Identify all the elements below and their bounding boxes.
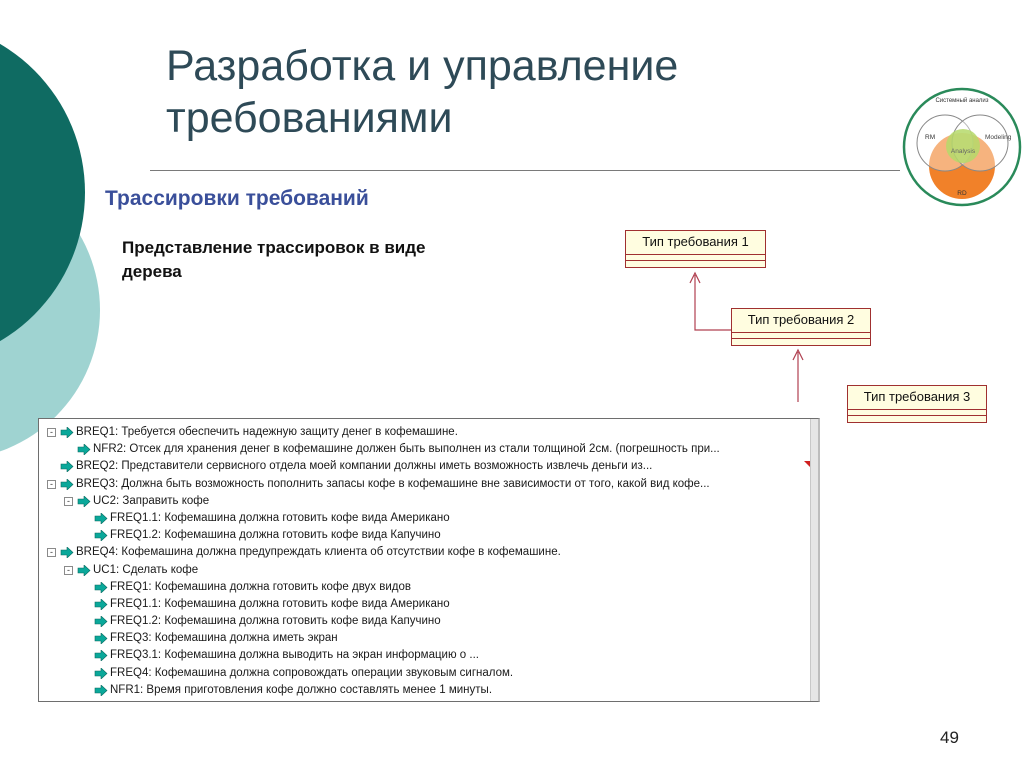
logo-label-rm: RM: [925, 134, 936, 141]
requirement-icon: [77, 444, 91, 455]
requirement-icon: [60, 461, 74, 472]
tree-expander-icon[interactable]: -: [47, 548, 56, 557]
uml-box-type-1[interactable]: [625, 230, 766, 268]
tree-row-label: FREQ3.1: Кофемашина должна выводить на экран информацию о ...: [110, 649, 479, 662]
logo-caption: Системный анализ: [935, 98, 989, 104]
uml-box-type-3[interactable]: [847, 385, 987, 423]
logo-label-rd: RD: [957, 190, 967, 197]
requirement-icon: [94, 650, 108, 661]
logo-label-analysis: Analysis: [950, 148, 976, 155]
tree-row-label: FREQ1.2: Кофемашина должна готовить кофе вида Капучино: [110, 529, 441, 542]
tree-row-label: FREQ1.1: Кофемашина должна готовить кофе вида Американо: [110, 597, 450, 610]
slide-title: Разработка и управление требованиями: [166, 42, 679, 142]
requirement-icon: [94, 599, 108, 610]
tree-row-label: FREQ1: Кофемашина должна готовить кофе двух видов: [110, 580, 411, 593]
tree-row-label: BREQ2: Представители сервисного отдела моей компании должны иметь возможность извлечь деньги из...: [76, 460, 653, 473]
tree-row-label: FREQ4: Кофемашина должна сопровождать операции звуковым сигналом.: [110, 666, 514, 679]
connector-2-to-1: [695, 275, 731, 330]
requirement-icon: [94, 513, 108, 524]
requirement-icon: [94, 616, 108, 627]
logo-label-modeling: Modeling: [985, 134, 1012, 141]
slide-description: Представление трассировок в виде дерева: [122, 238, 426, 281]
slide-subtitle: Трассировки требований: [105, 187, 369, 210]
requirement-icon: [77, 496, 91, 507]
tree-row-label: BREQ3: Должна быть возможность пополнить запасы кофе в кофемашине вне зависимости от того, какой вид кофе...: [76, 477, 710, 490]
tree-row-label: UC1: Сделать кофе: [93, 563, 199, 576]
tree-row-label: FREQ1.1: Кофемашина должна готовить кофе вида Американо: [110, 511, 450, 524]
requirement-icon: [60, 479, 74, 490]
tree-scrollbar[interactable]: [810, 419, 818, 701]
tree-expander-icon[interactable]: -: [64, 497, 73, 506]
uml-box-type-2[interactable]: [731, 308, 871, 346]
requirement-icon: [94, 530, 108, 541]
requirement-icon: [94, 633, 108, 644]
tree-row-label: UC2: Заправить кофе: [93, 494, 210, 507]
requirement-icon: [94, 685, 108, 696]
requirements-tree[interactable]: [38, 418, 820, 702]
tree-expander-icon[interactable]: -: [64, 566, 73, 575]
tree-expander-icon[interactable]: -: [47, 480, 56, 489]
tree-row-label: NFR2: Отсек для хранения денег в кофемашине должен быть выполнен из стали толщиной 2см. (погрешность при...: [93, 443, 720, 456]
page-number: 49: [940, 728, 959, 747]
requirement-icon: [60, 427, 74, 438]
tree-row-label: FREQ1.2: Кофемашина должна готовить кофе вида Капучино: [110, 615, 441, 628]
requirement-icon: [77, 565, 91, 576]
requirement-icon: [94, 668, 108, 679]
tree-expander-icon[interactable]: -: [47, 428, 56, 437]
requirement-icon: [94, 582, 108, 593]
tree-row-label: FREQ3: Кофемашина должна иметь экран: [110, 632, 338, 645]
tree-row-label: BREQ1: Требуется обеспечить надежную защиту денег в кофемашине.: [76, 426, 458, 438]
uml-box-label: Тип требования 2: [732, 309, 870, 333]
tree-row-label: BREQ4: Кофемашина должна предупреждать клиента об отсутствии кофе в кофемашине.: [76, 546, 561, 559]
requirement-icon: [60, 547, 74, 558]
tree-row-label: NFR1: Время приготовления кофе должно составлять менее 1 минуты.: [110, 683, 493, 696]
uml-box-label: Тип требования 1: [626, 231, 765, 255]
uml-box-label: Тип требования 3: [848, 386, 986, 410]
